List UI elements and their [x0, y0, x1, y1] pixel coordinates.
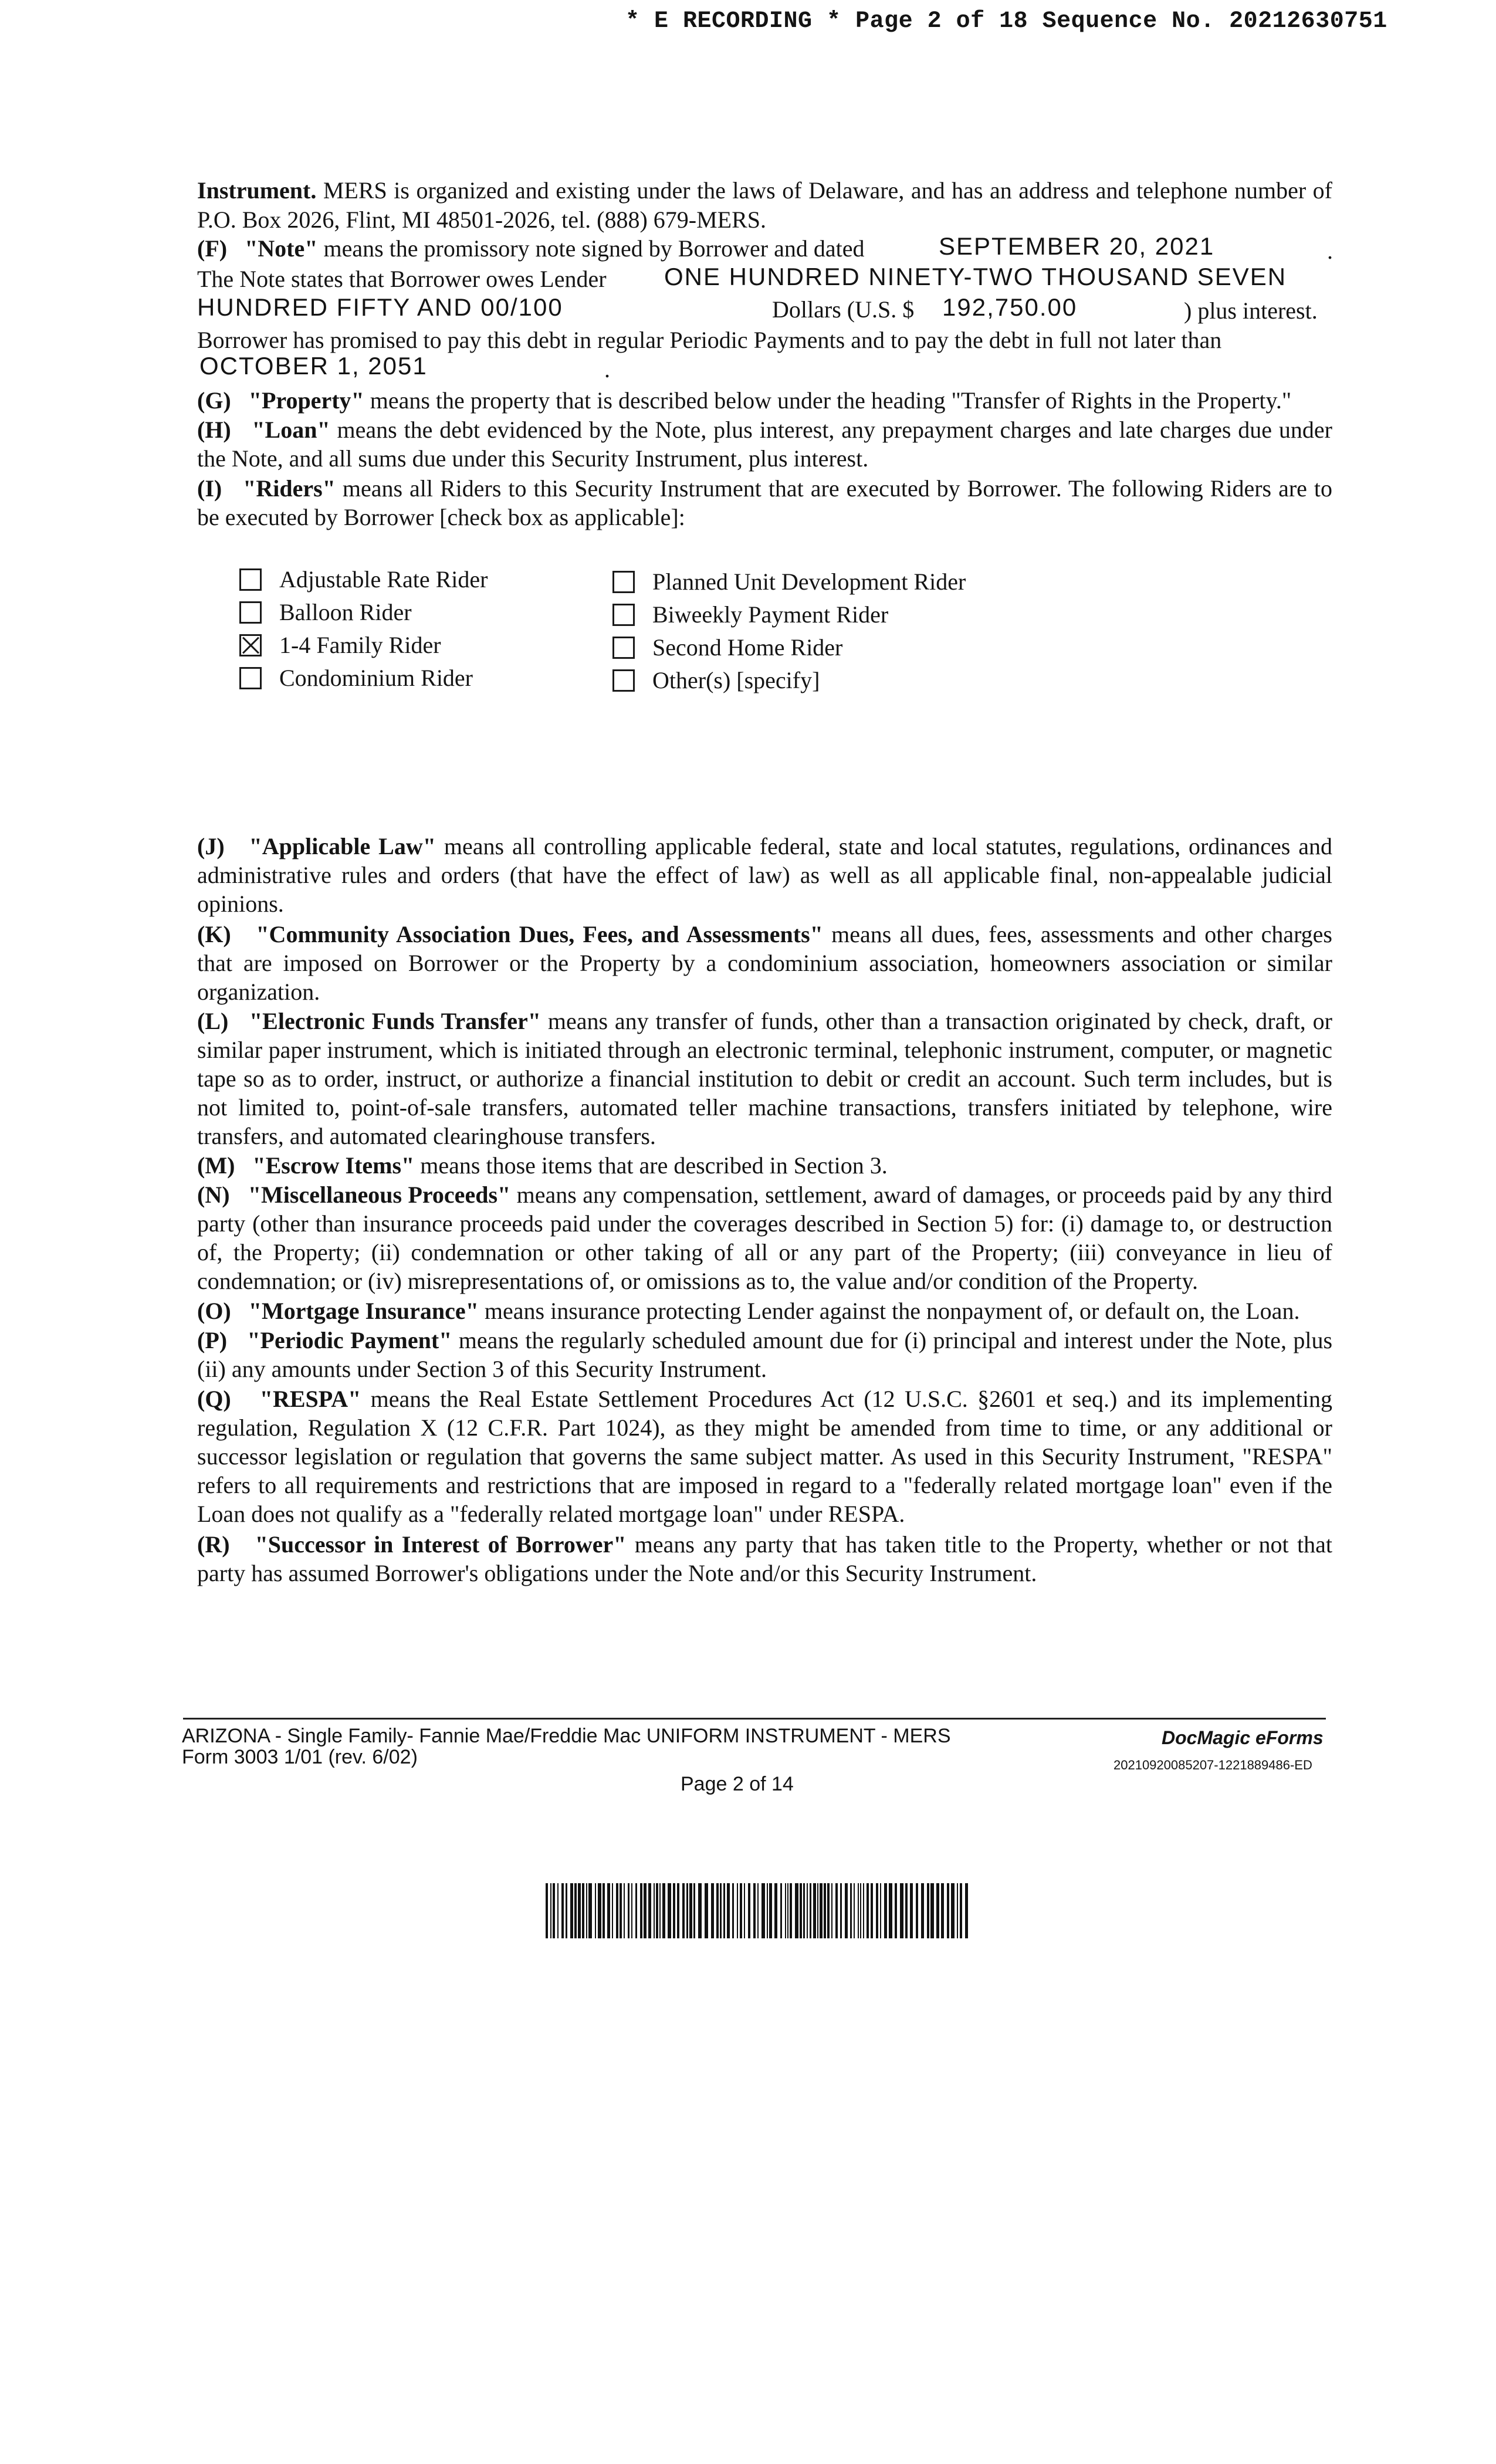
rider-label: Biweekly Payment Rider [652, 601, 889, 628]
def-text: means any compensation, settlement, award of damages, or proceeds paid by any third party (other than insurance proceeds paid under the coverages described in Section 5) for: (i) damage to, or destruction of, the Property; (ii) condemnation or other taking of all or any part of the Property; (iii) conveyance in lieu of condemnation; or (iv) misrepresentations of, or omissions as to, the value and/or condition of the Property. [197, 1182, 1332, 1294]
page-number: Page 2 of 14 [681, 1773, 794, 1795]
barcode-bar [616, 1883, 618, 1938]
def-label: (P) [197, 1327, 228, 1353]
def-text: means all controlling applicable federal, state and local statutes, regulations, ordinances and administrative rules and orders (that have the effect of law) as well as all applicable final, non-appealable judicial opinions. [197, 833, 1333, 917]
barcode-bar [698, 1883, 702, 1938]
barcode-bar [810, 1883, 811, 1938]
barcode-bar [737, 1883, 738, 1938]
barcode-bar [927, 1883, 929, 1938]
barcode-bar [624, 1883, 625, 1938]
rider-label: Other(s) [specify] [652, 667, 820, 693]
def-label: (R) [197, 1531, 230, 1558]
barcode-bar [941, 1883, 944, 1938]
def-label: (G) [197, 387, 231, 414]
barcode-bar [813, 1883, 816, 1938]
definition-i [197, 474, 1332, 532]
def-text: means insurance protecting Lender against the nonpayment of, or default on, the Loan. [478, 1298, 1300, 1324]
barcode-bar [732, 1883, 734, 1938]
barcode-bar [705, 1883, 708, 1938]
barcode [546, 1883, 972, 1938]
def-label: (H) [197, 417, 231, 443]
barcode-bar [570, 1883, 573, 1938]
definition-l [197, 1007, 1332, 1150]
mers-paragraph [197, 176, 1332, 235]
barcode-bar [930, 1883, 934, 1938]
barcode-bar [803, 1883, 805, 1938]
barcode-bar [824, 1883, 826, 1938]
barcode-bar [863, 1883, 864, 1938]
barcode-bar [727, 1883, 730, 1938]
barcode-bar [607, 1883, 610, 1938]
barcode-bar [800, 1883, 802, 1938]
barcode-bar [740, 1883, 742, 1938]
barcode-bar [947, 1883, 949, 1938]
barcode-bar [677, 1883, 679, 1938]
rider-other[interactable] [612, 666, 820, 694]
instrument-label: Instrument. [197, 177, 317, 204]
barcode-bar [644, 1883, 647, 1938]
barcode-bar [744, 1883, 745, 1938]
docmagic-logo: DocMagic eForms [1162, 1727, 1324, 1748]
barcode-bar [780, 1883, 782, 1938]
plus-interest: ) plus interest. [1184, 297, 1318, 324]
barcode-bar [711, 1883, 714, 1938]
def-text: means those items that are described in Section 3. [414, 1152, 888, 1179]
rider-label: Balloon Rider [279, 599, 412, 625]
checkbox-icon[interactable] [239, 667, 262, 689]
barcode-bar [767, 1883, 768, 1938]
barcode-bar [960, 1883, 962, 1938]
barcode-bar [910, 1883, 913, 1938]
checkbox-icon[interactable] [612, 637, 635, 659]
barcode-bar [889, 1883, 892, 1938]
def-label: (Q) [197, 1386, 231, 1412]
def-label: (O) [197, 1298, 231, 1324]
def-term: "Applicable Law" [249, 833, 436, 859]
rider-label: Adjustable Rate Rider [279, 566, 488, 593]
rider-second-home[interactable] [612, 634, 842, 661]
def-term: "Escrow Items" [252, 1152, 415, 1179]
def-label: (J) [197, 833, 225, 859]
note-date: SEPTEMBER 20, 2021 [939, 232, 1215, 260]
rider-balloon[interactable] [239, 598, 412, 626]
note-term: "Note" [245, 235, 318, 262]
barcode-bar [840, 1883, 842, 1938]
def-label: (L) [197, 1008, 229, 1034]
rider-planned-unit[interactable] [612, 568, 966, 595]
barcode-bar [827, 1883, 830, 1938]
mers-text: MERS is organized and existing under the laws of Delaware, and has an address and telephone number of P.O. Box 2026, Flint, MI 48501-2026, tel. (888) 679-MERS. [197, 177, 1332, 233]
recording-header: * E RECORDING * Page 2 of 18 Sequence No. 20212630751 [625, 8, 1387, 35]
rider-condominium[interactable] [239, 664, 473, 692]
def-label: (N) [197, 1182, 230, 1208]
barcode-bar [905, 1883, 908, 1938]
barcode-bar [876, 1883, 878, 1938]
barcode-bar [769, 1883, 772, 1938]
rider-label: Condominium Rider [279, 665, 473, 691]
definition-g [197, 386, 1332, 415]
maturity-date: OCTOBER 1, 2051 [199, 352, 428, 380]
barcode-bar [546, 1883, 548, 1938]
barcode-bar [880, 1883, 881, 1938]
def-label: (I) [197, 475, 222, 502]
barcode-bar [817, 1883, 818, 1938]
barcode-bar [553, 1883, 555, 1938]
barcode-bar [785, 1883, 786, 1938]
def-term: "Mortgage Insurance" [248, 1298, 479, 1324]
definition-o [197, 1297, 1332, 1325]
barcode-bar [595, 1883, 596, 1938]
barcode-bar [884, 1883, 887, 1938]
barcode-bar [900, 1883, 903, 1938]
barcode-bar [820, 1883, 823, 1938]
definition-n [197, 1180, 1332, 1295]
def-text: means any transfer of funds, other than a transaction originated by check, draft, or similar paper instrument, which is initiated through an electronic terminal, telephonic instrument, computer, or magnetic tape so as to order, instruct, or authorize a financial institution to debit or credit an account. Such term includes, but is not limited to, point-of-sale transfers, automated teller machine transactions, transfers initiated by telephone, wire transfers, and automated clearinghouse transfers. [197, 1008, 1332, 1149]
def-text: means the Real Estate Settlement Procedures Act (12 U.S.C. §2601 et seq.) and its implementing regulation, Regulation X (12 C.F.R. Part 1024), as they might be amended from time to time, or any additional or successor legislation or regulation that governs the same subject matter. As used in this Security Instrument, "RESPA" refers to all requirements and restrictions that are imposed in regard to a "federally related mortgage loan" even if the Loan does not qualify as a "federally related mortgage loan" under RESPA. [197, 1386, 1332, 1527]
definition-k [197, 920, 1332, 1006]
barcode-bar [588, 1883, 592, 1938]
barcode-bar [640, 1883, 642, 1938]
barcode-bar [612, 1883, 613, 1938]
barcode-bar [858, 1883, 859, 1938]
barcode-bar [787, 1883, 788, 1938]
rider-1-4-family[interactable] [239, 631, 441, 659]
barcode-bar [659, 1883, 661, 1938]
barcode-bar [654, 1883, 655, 1938]
barcode-bar [867, 1883, 869, 1938]
dollars-label: Dollars (U.S. $ [772, 296, 915, 323]
barcode-bar [860, 1883, 861, 1938]
note-line-4: Borrower has promised to pay this debt in regular Periodic Payments and to pay the debt in full not later than [197, 327, 1222, 353]
rider-label: 1-4 Family Rider [279, 632, 441, 658]
barcode-bar [686, 1883, 688, 1938]
def-term: "Miscellaneous Proceeds" [248, 1182, 511, 1208]
barcode-bar [550, 1883, 551, 1938]
loan-amount: 192,750.00 [942, 293, 1078, 321]
barcode-bar [557, 1883, 559, 1938]
footer-divider [183, 1718, 1326, 1720]
barcode-bar [586, 1883, 587, 1938]
rider-label: Second Home Rider [652, 634, 843, 661]
def-text: means the regularly scheduled amount due for (i) principal and interest under the Note, plus (ii) any amounts under Section 3 of this Security Instrument. [197, 1327, 1333, 1382]
amount-words-1: ONE HUNDRED NINETY-TWO THOUSAND SEVEN [664, 263, 1287, 290]
form-title: ARIZONA - Single Family- Fannie Mae/Freddie Mac UNIFORM INSTRUMENT - MERS [182, 1725, 951, 1747]
barcode-bar [598, 1883, 601, 1938]
def-term: "Community Association Dues, Fees, and Assessments" [256, 921, 823, 947]
rider-biweekly[interactable] [612, 601, 888, 628]
form-number: Form 3003 1/01 (rev. 6/02) [182, 1746, 418, 1768]
barcode-bar [673, 1883, 675, 1938]
barcode-bar [662, 1883, 665, 1938]
barcode-bar [761, 1883, 765, 1938]
note-text-1: means the promissory note signed by Borrower and dated [317, 235, 865, 262]
barcode-bar [723, 1883, 725, 1938]
definition-h [197, 415, 1332, 473]
checkbox-icon[interactable] [239, 568, 262, 591]
barcode-bar [850, 1883, 852, 1938]
barcode-bar [635, 1883, 637, 1938]
barcode-bar [620, 1883, 622, 1938]
document-id: 20210920085207-1221889486-ED [1113, 1758, 1312, 1772]
def-text: means any party that has taken title to the Property, whether or not that party has assumed Borrower's obligations under the Note and/or this Security Instrument. [197, 1531, 1333, 1586]
barcode-bar [951, 1883, 955, 1938]
barcode-bar [753, 1883, 756, 1938]
barcode-bar [656, 1883, 658, 1938]
barcode-bar [854, 1883, 855, 1938]
barcode-bar [689, 1883, 692, 1938]
barcode-bar [807, 1883, 808, 1938]
def-text: means the debt evidenced by the Note, plus interest, any prepayment charges and late charges due under the Note, and all sums due under this Security Instrument, plus interest. [197, 417, 1332, 472]
barcode-bar [648, 1883, 651, 1938]
barcode-bar [748, 1883, 750, 1938]
barcode-bar [845, 1883, 848, 1938]
def-text: means the property that is described below under the heading "Transfer of Rights in the Property." [364, 387, 1292, 414]
def-text: means all dues, fees, assessments and other charges that are imposed on Borrower or the Property by a condominium association, homeowners association or similar organization. [197, 921, 1332, 1005]
def-text: means all Riders to this Security Instrument that are executed by Borrower. The following Riders are to be executed by Borrower [check box as applicable]: [197, 475, 1332, 530]
checkbox-icon[interactable] [239, 601, 262, 624]
barcode-bar [835, 1883, 838, 1938]
def-label: (K) [197, 921, 231, 947]
rider-label: Planned Unit Development Rider [652, 568, 966, 595]
barcode-bar [668, 1883, 671, 1938]
barcode-bar [720, 1883, 722, 1938]
barcode-bar [582, 1883, 584, 1938]
amount-words-2: HUNDRED FIFTY AND 00/100 [197, 293, 563, 321]
note-line-1 [197, 235, 864, 262]
barcode-bar [757, 1883, 759, 1938]
def-term: "Periodic Payment" [247, 1327, 452, 1353]
barcode-bar [574, 1883, 577, 1938]
barcode-bar [693, 1883, 695, 1938]
rider-adjustable-rate[interactable] [239, 566, 488, 593]
def-label: (M) [197, 1152, 235, 1179]
def-term: "Riders" [243, 475, 336, 502]
barcode-bar [790, 1883, 792, 1938]
definition-m [197, 1151, 1332, 1180]
barcode-bar [603, 1883, 605, 1938]
barcode-bar [628, 1883, 629, 1938]
def-term: "RESPA" [259, 1386, 361, 1412]
checkbox-icon[interactable] [612, 669, 635, 692]
definition-q [197, 1385, 1332, 1528]
barcode-bar [682, 1883, 685, 1938]
barcode-bar [895, 1883, 897, 1938]
checked-checkbox-icon[interactable] [239, 634, 262, 656]
barcode-bar [795, 1883, 798, 1938]
barcode-bar [561, 1883, 564, 1938]
barcode-bar [871, 1883, 873, 1938]
barcode-bar [957, 1883, 958, 1938]
note-date-dot: . [1327, 238, 1333, 264]
barcode-bar [916, 1883, 918, 1938]
maturity-dot: . [604, 356, 610, 383]
def-term: "Property" [248, 387, 364, 414]
checkbox-icon[interactable] [612, 571, 635, 593]
note-line-2: The Note states that Borrower owes Lender [197, 266, 607, 292]
definition-j [197, 832, 1332, 918]
barcode-bar [566, 1883, 567, 1938]
def-term: "Loan" [252, 417, 330, 443]
barcode-bar [631, 1883, 632, 1938]
definition-r [197, 1530, 1332, 1588]
barcode-bar [774, 1883, 777, 1938]
definition-p [197, 1326, 1332, 1383]
barcode-bar [831, 1883, 832, 1938]
barcode-bar [921, 1883, 924, 1938]
barcode-bar [578, 1883, 581, 1938]
def-term: "Electronic Funds Transfer" [249, 1008, 541, 1034]
barcode-bar [936, 1883, 939, 1938]
barcode-bar [716, 1883, 719, 1938]
def-term: "Successor in Interest of Borrower" [255, 1531, 627, 1558]
def-label-f: (F) [197, 235, 228, 262]
barcode-bar [965, 1883, 968, 1938]
checkbox-icon[interactable] [612, 604, 635, 626]
